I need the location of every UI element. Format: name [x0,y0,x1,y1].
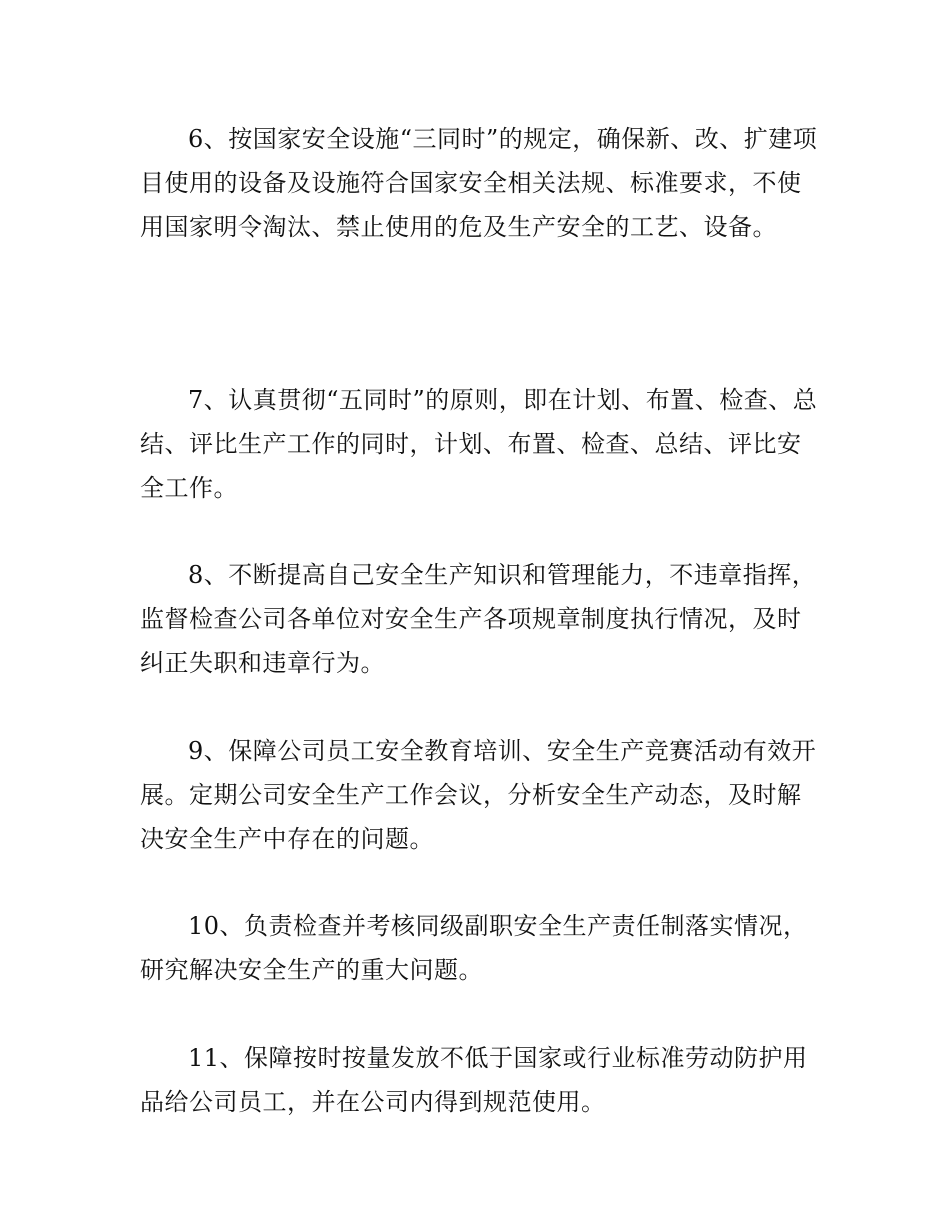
paragraph-11: 11、保障按时按量发放不低于国家或行业标准劳动防护用品给公司员工，并在公司内得到规范使用。 [140,1044,808,1116]
paragraph-9: 9、保障公司员工安全教育培训、安全生产竞赛活动有效开展。定期公司安全生产工作会议，分析安全生产动态，及时解决安全生产中存在的问题。 [140,737,817,853]
paragraph-6: 6、按国家安全设施“三同时”的规定，确保新、改、扩建项目使用的设备及设施符合国家安全相关法规、标准要求，不使用国家明令淘汰、禁止使用的危及生产安全的工艺、设备。 [140,125,818,241]
paragraph-7: 7、认真贯彻“五同时”的原则，即在计划、布置、检查、总结、评比生产工作的同时，计划、布置、检查、总结、评比安全工作。 [140,386,818,502]
paragraph-8: 8、不断提高自己安全生产知识和管理能力，不违章指挥，监督检查公司各单位对安全生产各项规章制度执行情况，及时纠正失职和违章行为。 [140,561,817,677]
paragraph-10: 10、负责检查并考核同级副职安全生产责任制落实情况，研究解决安全生产的重大问题。 [140,912,808,984]
